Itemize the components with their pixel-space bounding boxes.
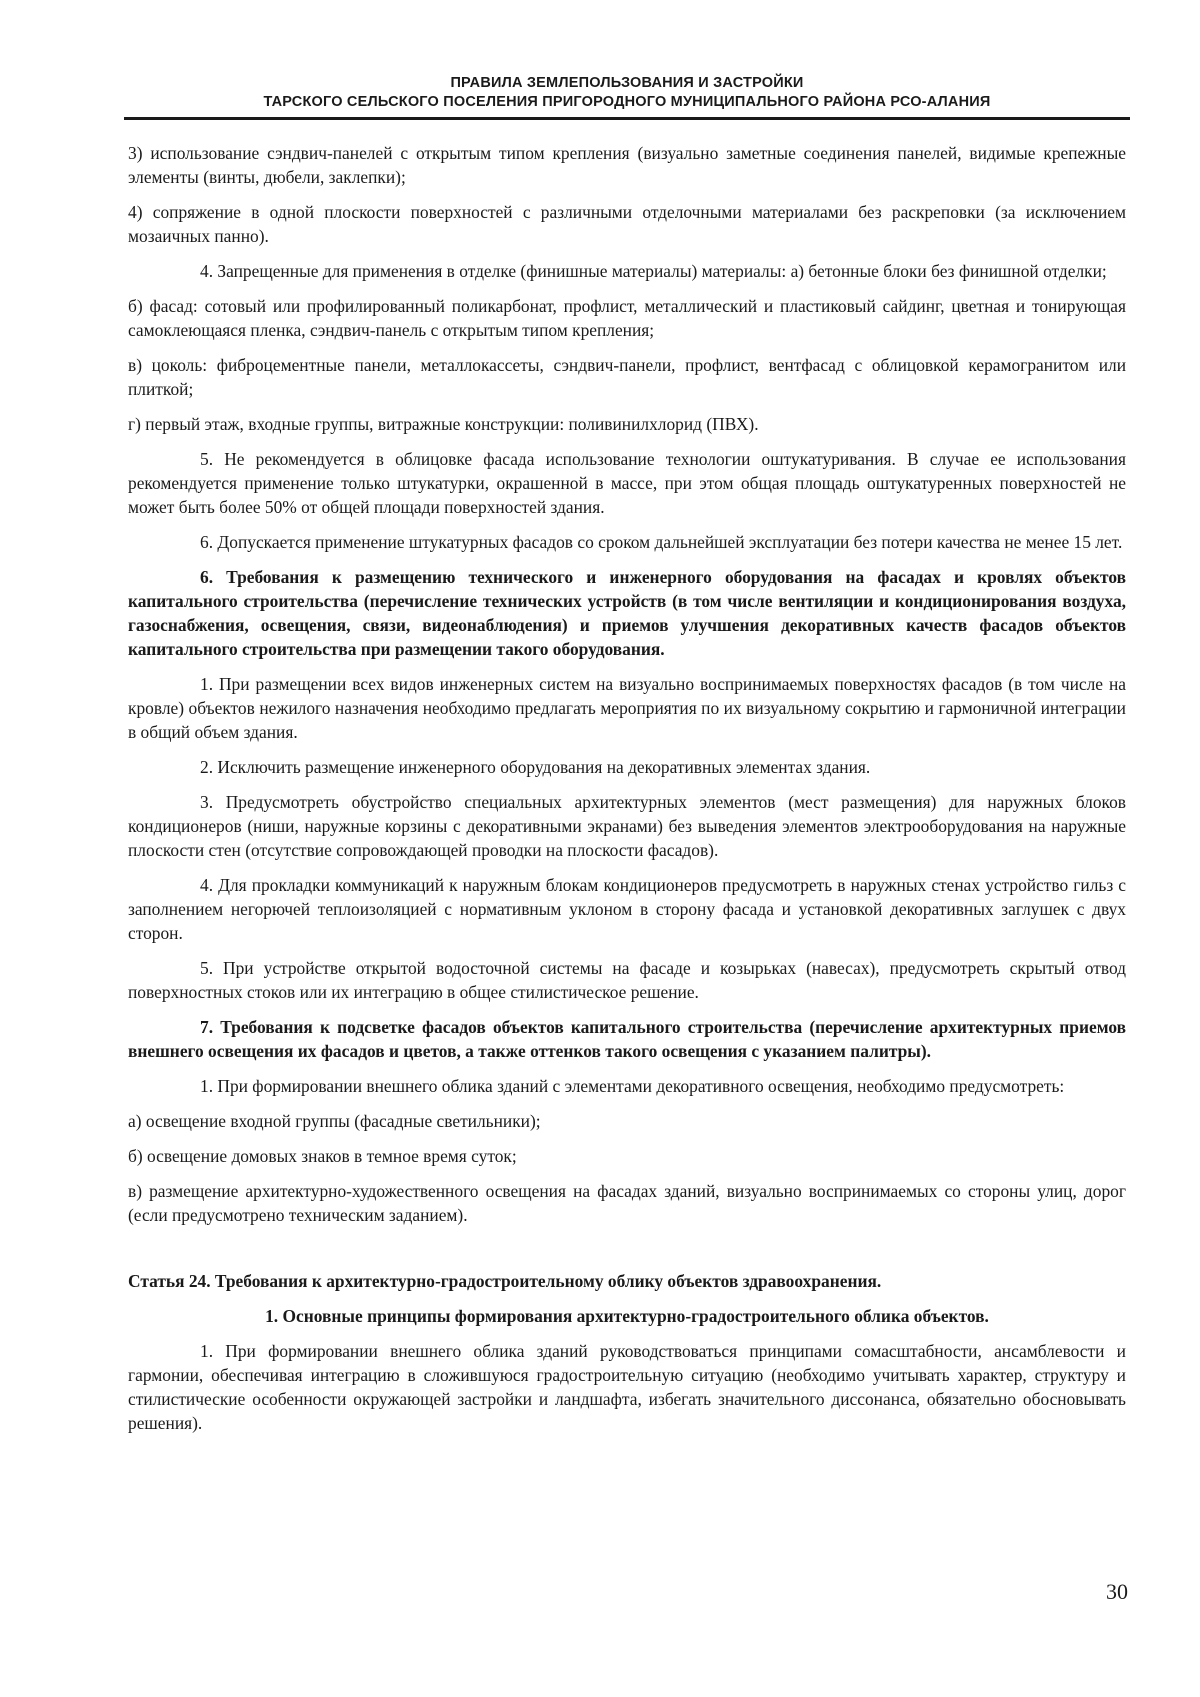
paragraph: в) цоколь: фиброцементные панели, металлокассеты, сэндвич-панели, профлист, вентфасад с облицовкой керамогранитом или плиткой; — [128, 355, 1126, 399]
running-header — [124, 74, 1130, 112]
paragraph: б) фасад: сотовый или профилированный поликарбонат, профлист, металлический и пластиковый сайдинг, цветная и тонирующая самоклеющаяся пленка, сэндвич-панель с открытым типом крепления; — [128, 296, 1126, 340]
article-24-title: Статья 24. Требования к архитектурно-градостроительному облику объектов здравоохранения. — [128, 1271, 882, 1291]
section-heading-6: 6. Требования к размещению технического и инженерного оборудования на фасадах и кровлях объектов капитального строительства (перечисление технических устройств (в том числе вентиляции и кондиционирования воздуха, газоснабжения, освещения, связи, видеонаблюдения) и приемов улучшения декоративных качеств фасадов объектов капитального строительства при размещении такого оборудования. — [128, 567, 1126, 659]
paragraph: б) освещение домовых знаков в темное время суток; — [128, 1146, 517, 1166]
paragraph: г) первый этаж, входные группы, витражные конструкции: поливинилхлорид (ПВХ). — [128, 414, 759, 434]
paragraph: а) освещение входной группы (фасадные светильники); — [128, 1111, 541, 1131]
paragraph: 3. Предусмотреть обустройство специальных архитектурных элементов (мест размещения) для наружных блоков кондиционеров (ниши, наружные корзины с декоративными экранами) без выведения элементов электрооборудования на наружные плоскости стен (отсутствие сопровождающей проводки на плоскости фасадов). — [128, 792, 1126, 860]
header-divider — [124, 117, 1130, 120]
subsection-heading-1: 1. Основные принципы формирования архитектурно-градостроительного облика объектов. — [265, 1306, 989, 1326]
paragraph: 4) сопряжение в одной плоскости поверхностей с различными отделочными материалами без раскреповки (за исключением мозаичных панно). — [128, 202, 1126, 246]
header-line-1: ПРАВИЛА ЗЕМЛЕПОЛЬЗОВАНИЯ И ЗАСТРОЙКИ — [450, 75, 804, 91]
page-number: 30 — [1106, 1579, 1128, 1604]
paragraph: 3) использование сэндвич-панелей с открытым типом крепления (визуально заметные соединения панелей, видимые крепежные элементы (винты, дюбели, заклепки); — [128, 143, 1126, 187]
paragraph: 6. Допускается применение штукатурных фасадов со сроком дальнейшей эксплуатации без потери качества не менее 15 лет. — [200, 532, 1123, 552]
paragraph: 5. При устройстве открытой водосточной системы на фасаде и козырьках (навесах), предусмотреть скрытый отвод поверхностных стоков или их интеграцию в общее стилистическое решение. — [128, 958, 1126, 1002]
paragraph: 1. При размещении всех видов инженерных систем на визуально воспринимаемых поверхностях фасадов (в том числе на кровле) объектов нежилого назначения необходимо предлагать мероприятия по их визуальному сокрытию и гармоничной интеграции в общий объем здания. — [128, 674, 1126, 742]
paragraph: 4. Запрещенные для применения в отделке (финишные материалы) материалы: а) бетонные блоки без финишной отделки; — [200, 261, 1107, 281]
paragraph: 2. Исключить размещение инженерного оборудования на декоративных элементах здания. — [200, 757, 871, 777]
paragraph: 1. При формировании внешнего облика зданий руководствоваться принципами сомасштабности, ансамблевости и гармонии, обеспечивая интеграцию в сложившуюся градостроительную ситуацию (необходимо учитывать характер, структуру и стилистические особенности окружающей застройки и ландшафта, избегать значительного диссонанса, обязательно обосновывать решения). — [128, 1341, 1126, 1433]
paragraph: 1. При формировании внешнего облика зданий с элементами декоративного освещения, необходимо предусмотреть: — [200, 1076, 1065, 1096]
document-body — [128, 141, 1126, 1446]
header-line-2: ТАРСКОГО СЕЛЬСКОГО ПОСЕЛЕНИЯ ПРИГОРОДНОГО МУНИЦИПАЛЬНОГО РАЙОНА РСО-АЛАНИЯ — [263, 94, 991, 110]
section-heading-7: 7. Требования к подсветке фасадов объектов капитального строительства (перечисление архитектурных приемов внешнего освещения их фасадов и цветов, а также оттенков такого освещения с указанием палитры). — [128, 1017, 1126, 1061]
paragraph: 5. Не рекомендуется в облицовке фасада использование технологии оштукатуривания. В случае ее использования рекомендуется применение только штукатурки, окрашенной в массе, при этом общая площадь оштукатуренных поверхностей не может быть более 50% от общей площади поверхностей здания. — [128, 449, 1126, 517]
paragraph: в) размещение архитектурно-художественного освещения на фасадах зданий, визуально воспринимаемых со стороны улиц, дорог (если предусмотрено техническим заданием). — [128, 1181, 1126, 1225]
paragraph: 4. Для прокладки коммуникаций к наружным блокам кондиционеров предусмотреть в наружных стенах устройство гильз с заполнением негорючей теплоизоляцией с нормативным уклоном в сторону фасада и установкой декоративных заглушек с двух сторон. — [128, 875, 1126, 943]
spacer — [128, 1238, 1126, 1269]
